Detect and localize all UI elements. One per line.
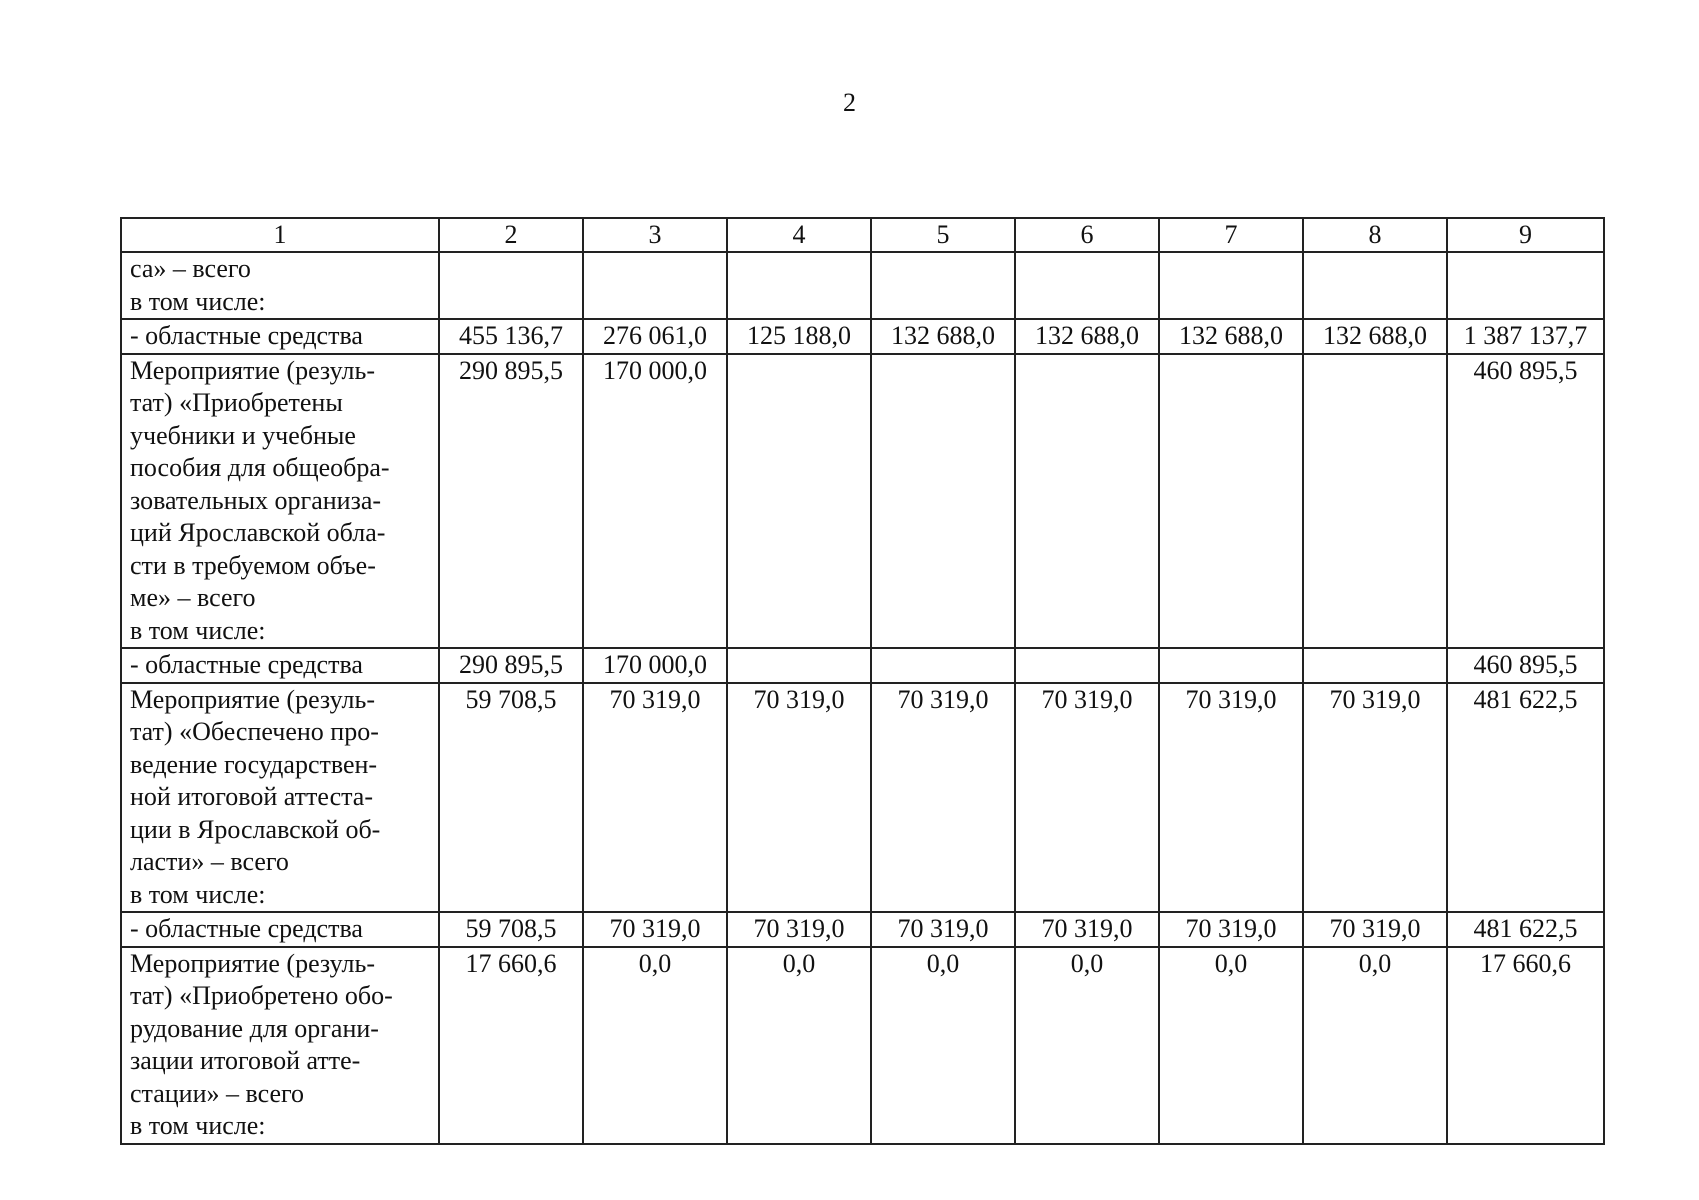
column-header: 3 xyxy=(583,218,727,252)
table-body xyxy=(121,252,1604,1144)
value-cell xyxy=(1015,252,1159,319)
row-label-line: стации» – всего xyxy=(130,1078,305,1108)
table-row xyxy=(121,947,1604,1144)
value-cell: 0,0 xyxy=(727,947,871,1144)
value-cell: 132 688,0 xyxy=(871,319,1015,354)
column-header: 2 xyxy=(439,218,583,252)
row-label-line: Мероприятие (резуль- xyxy=(130,355,376,385)
value-cell xyxy=(1159,252,1303,319)
value-cell xyxy=(1159,648,1303,683)
value-cell: 455 136,7 xyxy=(439,319,583,354)
column-header: 6 xyxy=(1015,218,1159,252)
table-row-subtotal xyxy=(121,648,1604,683)
value-cell: 460 895,5 xyxy=(1447,354,1604,649)
value-cell xyxy=(871,354,1015,649)
row-label-line: ме» – всего xyxy=(130,583,256,612)
value-cell xyxy=(1447,252,1604,319)
value-cell: 70 319,0 xyxy=(1303,683,1447,913)
row-label-line: зовательных организа- xyxy=(130,485,382,515)
row-label-line: ласти» – всего xyxy=(130,847,289,876)
row-label-line: в том числе: xyxy=(130,615,266,645)
value-cell: 70 319,0 xyxy=(727,912,871,947)
row-label-line: Мероприятие (резуль- xyxy=(130,684,376,714)
row-label-line: в том числе: xyxy=(130,1111,266,1140)
value-cell xyxy=(1015,354,1159,649)
row-label-line: учебники и учебные xyxy=(130,420,356,450)
value-cell: 132 688,0 xyxy=(1159,319,1303,354)
value-cell xyxy=(1303,648,1447,683)
value-cell xyxy=(1159,354,1303,649)
column-header: 8 xyxy=(1303,218,1447,252)
value-cell: 0,0 xyxy=(1159,947,1303,1144)
row-label xyxy=(121,354,439,649)
table-row xyxy=(121,252,1604,319)
value-cell: 59 708,5 xyxy=(439,912,583,947)
row-label-line: са» – всего xyxy=(130,254,251,283)
value-cell xyxy=(1303,252,1447,319)
row-label-line: в том числе: xyxy=(130,286,266,316)
row-label-line: тат) «Приобретены xyxy=(130,388,343,417)
value-cell xyxy=(1303,354,1447,649)
column-header: 9 xyxy=(1447,218,1604,252)
value-cell xyxy=(871,252,1015,319)
value-cell: 460 895,5 xyxy=(1447,648,1604,683)
row-label-line: - областные средства xyxy=(130,650,363,679)
row-label xyxy=(121,947,439,1144)
value-cell: 481 622,5 xyxy=(1447,683,1604,913)
value-cell xyxy=(1015,648,1159,683)
row-label-line: рудование для органи- xyxy=(130,1013,379,1043)
value-cell: 481 622,5 xyxy=(1447,912,1604,947)
row-label xyxy=(121,252,439,319)
row-label-line: ведение государствен- xyxy=(130,749,378,779)
value-cell: 1 387 137,7 xyxy=(1447,319,1604,354)
column-header: 1 xyxy=(121,218,439,252)
value-cell: 70 319,0 xyxy=(1159,912,1303,947)
value-cell: 17 660,6 xyxy=(439,947,583,1144)
row-label-line: ций Ярославской обла- xyxy=(130,518,386,547)
value-cell: 132 688,0 xyxy=(1015,319,1159,354)
value-cell: 0,0 xyxy=(871,947,1015,1144)
value-cell xyxy=(583,252,727,319)
row-label-line: сти в требуемом объе- xyxy=(130,550,376,580)
row-label xyxy=(121,683,439,913)
value-cell xyxy=(727,252,871,319)
value-cell: 70 319,0 xyxy=(1015,683,1159,913)
row-label-line: - областные средства xyxy=(130,321,363,350)
row-label xyxy=(121,319,439,354)
column-header: 7 xyxy=(1159,218,1303,252)
column-header: 4 xyxy=(727,218,871,252)
table-row-subtotal xyxy=(121,912,1604,947)
row-label-line: в том числе: xyxy=(130,879,266,909)
value-cell: 70 319,0 xyxy=(727,683,871,913)
value-cell: 70 319,0 xyxy=(583,683,727,913)
row-label-line: пособия для общеобра- xyxy=(130,453,390,482)
value-cell xyxy=(871,648,1015,683)
value-cell: 59 708,5 xyxy=(439,683,583,913)
value-cell: 70 319,0 xyxy=(1015,912,1159,947)
row-label-line: тат) «Обеспечено про- xyxy=(130,717,379,746)
row-label-line: Мероприятие (резуль- xyxy=(130,948,376,978)
value-cell: 17 660,6 xyxy=(1447,947,1604,1144)
value-cell: 70 319,0 xyxy=(1303,912,1447,947)
row-label-line: - областные средства xyxy=(130,914,363,943)
value-cell: 276 061,0 xyxy=(583,319,727,354)
value-cell: 170 000,0 xyxy=(583,354,727,649)
row-label xyxy=(121,912,439,947)
value-cell: 290 895,5 xyxy=(439,354,583,649)
page-number: 2 xyxy=(843,88,856,117)
budget-table xyxy=(120,217,1605,1145)
value-cell xyxy=(727,354,871,649)
row-label-line: ции в Ярославской об- xyxy=(130,814,381,844)
table-row xyxy=(121,683,1604,913)
table-row-subtotal xyxy=(121,319,1604,354)
value-cell: 132 688,0 xyxy=(1303,319,1447,354)
row-label-line: тат) «Приобретено обо- xyxy=(130,981,393,1010)
value-cell: 170 000,0 xyxy=(583,648,727,683)
value-cell xyxy=(727,648,871,683)
value-cell: 70 319,0 xyxy=(583,912,727,947)
value-cell xyxy=(439,252,583,319)
column-header: 5 xyxy=(871,218,1015,252)
row-label-line: ной итоговой аттеста- xyxy=(130,782,373,811)
value-cell: 70 319,0 xyxy=(871,912,1015,947)
value-cell: 0,0 xyxy=(1303,947,1447,1144)
value-cell: 0,0 xyxy=(583,947,727,1144)
value-cell: 290 895,5 xyxy=(439,648,583,683)
value-cell: 0,0 xyxy=(1015,947,1159,1144)
header-row xyxy=(121,218,1604,252)
table-row xyxy=(121,354,1604,649)
value-cell: 70 319,0 xyxy=(1159,683,1303,913)
value-cell: 70 319,0 xyxy=(871,683,1015,913)
row-label-line: зации итоговой атте- xyxy=(130,1046,361,1075)
value-cell: 125 188,0 xyxy=(727,319,871,354)
row-label xyxy=(121,648,439,683)
